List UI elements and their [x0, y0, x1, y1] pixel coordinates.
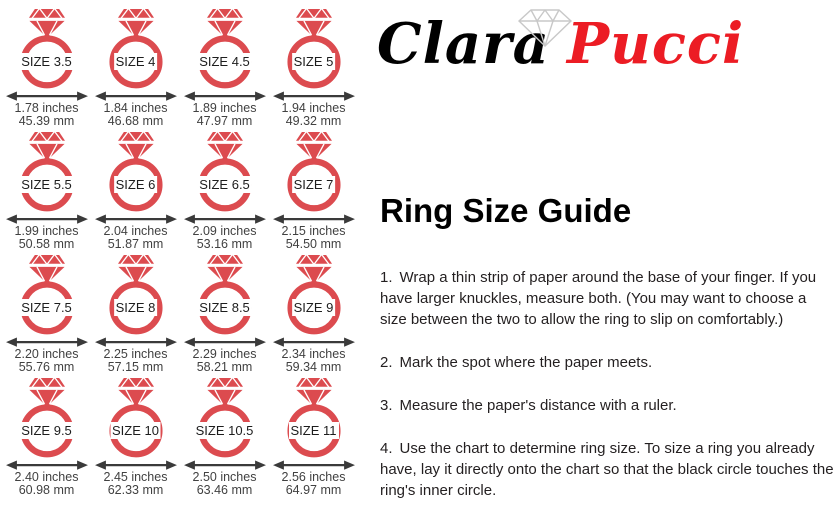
- ring-size-label: SIZE 10: [112, 423, 159, 438]
- ring-size-mm: 49.32 mm: [285, 114, 342, 128]
- step-number: 4.: [380, 440, 393, 457]
- step-text: Use the chart to determine ring size. To size a ring you already have, lay it directly onto the chart so that the black circle touches the ring's inner circle.: [380, 440, 834, 499]
- ring-size-measurement: [193, 102, 257, 128]
- ring-size-measurement: [15, 471, 79, 497]
- ring-size-mm: 57.15 mm: [107, 360, 164, 374]
- ring-size-inches: 1.84 inches: [103, 101, 168, 115]
- ring-size-measurement: [193, 225, 257, 251]
- ring-size-cell: [269, 128, 358, 251]
- ring-size-cell: [2, 374, 91, 497]
- ring-size-mm: 46.68 mm: [107, 114, 164, 128]
- ring-size-measurement: [282, 102, 346, 128]
- ring-size-inches: 1.78 inches: [14, 101, 79, 115]
- ring-size-mm: 55.76 mm: [18, 360, 75, 374]
- ring-size-cell: [91, 374, 180, 497]
- ring-size-mm: 64.97 mm: [285, 483, 342, 497]
- ring-size-label: SIZE 5.5: [21, 177, 72, 192]
- ring-size-cell: [180, 5, 269, 128]
- ring-size-label: SIZE 6.5: [199, 177, 250, 192]
- ring-size-inches: 2.34 inches: [281, 347, 346, 361]
- ring-size-inches: 1.99 inches: [14, 224, 79, 238]
- ring-size-mm: 58.21 mm: [196, 360, 253, 374]
- step-number: 3.: [380, 397, 393, 414]
- ring-size-label: SIZE 3.5: [21, 54, 72, 69]
- guide-step: [380, 267, 835, 330]
- ring-size-mm: 51.87 mm: [107, 237, 164, 251]
- ring-size-cell: [91, 128, 180, 251]
- brand-logo: [375, 0, 837, 100]
- ring-size-label: SIZE 8: [115, 300, 156, 315]
- ring-size-label: SIZE 7.5: [21, 300, 72, 315]
- ring-size-measurement: [104, 102, 168, 128]
- ring-size-cell: [269, 374, 358, 497]
- ring-size-mm: 60.98 mm: [18, 483, 75, 497]
- ring-size-grid: [2, 5, 362, 497]
- ring-size-cell: [180, 128, 269, 251]
- step-text: Wrap a thin strip of paper around the base of your finger. If you have larger knuckles, measure both. (You may want to choose a size between the two to allow the ring to slip on comfortably.): [380, 269, 817, 328]
- ring-size-inches: 1.89 inches: [192, 101, 257, 115]
- ring-size-mm: 45.39 mm: [18, 114, 75, 128]
- guide-step: [380, 352, 835, 373]
- ring-size-label: SIZE 4: [115, 54, 156, 69]
- ring-size-inches: 2.29 inches: [192, 347, 257, 361]
- step-text: Measure the paper's distance with a ruler.: [399, 397, 677, 414]
- ring-size-cell: [2, 128, 91, 251]
- ring-size-inches: 2.15 inches: [281, 224, 346, 238]
- guide-steps: [380, 252, 835, 523]
- ring-size-inches: 2.20 inches: [14, 347, 79, 361]
- ring-size-measurement: [193, 471, 257, 497]
- guide-step: [380, 438, 835, 501]
- ring-size-measurement: [15, 225, 79, 251]
- ring-size-inches: 2.09 inches: [192, 224, 257, 238]
- ring-size-inches: 2.25 inches: [103, 347, 168, 361]
- step-number: 1.: [380, 269, 393, 286]
- diamond-icon: [515, 6, 575, 48]
- ring-size-inches: 1.94 inches: [281, 101, 346, 115]
- ring-size-cell: [91, 251, 180, 374]
- ring-size-measurement: [15, 102, 79, 128]
- ring-size-label: SIZE 10.5: [195, 423, 254, 438]
- ring-size-inches: 2.50 inches: [192, 470, 257, 484]
- ring-size-measurement: [104, 225, 168, 251]
- ring-size-cell: [269, 5, 358, 128]
- ring-size-cell: [2, 251, 91, 374]
- ring-size-measurement: [104, 471, 168, 497]
- ring-size-measurement: [282, 471, 346, 497]
- step-text: Mark the spot where the paper meets.: [399, 354, 653, 371]
- ring-size-measurement: [282, 225, 346, 251]
- ring-size-mm: 47.97 mm: [196, 114, 253, 128]
- right-panel: [375, 0, 837, 501]
- brand-name-first: Clara: [377, 11, 550, 77]
- ring-size-mm: 59.34 mm: [285, 360, 342, 374]
- ring-size-measurement: [193, 348, 257, 374]
- guide-title: Ring Size Guide: [380, 192, 632, 229]
- ring-size-label: SIZE 11: [290, 423, 337, 438]
- ring-size-label: SIZE 7: [293, 177, 334, 192]
- ring-size-label: SIZE 8.5: [199, 300, 250, 315]
- ring-size-mm: 50.58 mm: [18, 237, 75, 251]
- ring-size-cell: [269, 251, 358, 374]
- ring-size-label: SIZE 9.5: [21, 423, 72, 438]
- ring-size-inches: 2.56 inches: [281, 470, 346, 484]
- ring-size-cell: [2, 5, 91, 128]
- ring-size-mm: 62.33 mm: [107, 483, 164, 497]
- ring-size-mm: 54.50 mm: [285, 237, 342, 251]
- ring-size-measurement: [104, 348, 168, 374]
- brand-name-second: Pucci: [567, 11, 745, 77]
- ring-size-inches: 2.40 inches: [14, 470, 79, 484]
- ring-size-measurement: [282, 348, 346, 374]
- ring-size-inches: 2.04 inches: [103, 224, 168, 238]
- ring-size-label: SIZE 9: [293, 300, 334, 315]
- ring-size-label: SIZE 4.5: [199, 54, 250, 69]
- ring-size-label: SIZE 6: [115, 177, 156, 192]
- ring-size-cell: [91, 5, 180, 128]
- ring-size-mm: 63.46 mm: [196, 483, 253, 497]
- ring-size-mm: 53.16 mm: [196, 237, 253, 251]
- step-number: 2.: [380, 354, 393, 371]
- ring-size-cell: [180, 374, 269, 497]
- guide-step: [380, 395, 835, 416]
- ring-size-measurement: [15, 348, 79, 374]
- ring-size-inches: 2.45 inches: [103, 470, 168, 484]
- ring-size-cell: [180, 251, 269, 374]
- ring-size-label: SIZE 5: [293, 54, 334, 69]
